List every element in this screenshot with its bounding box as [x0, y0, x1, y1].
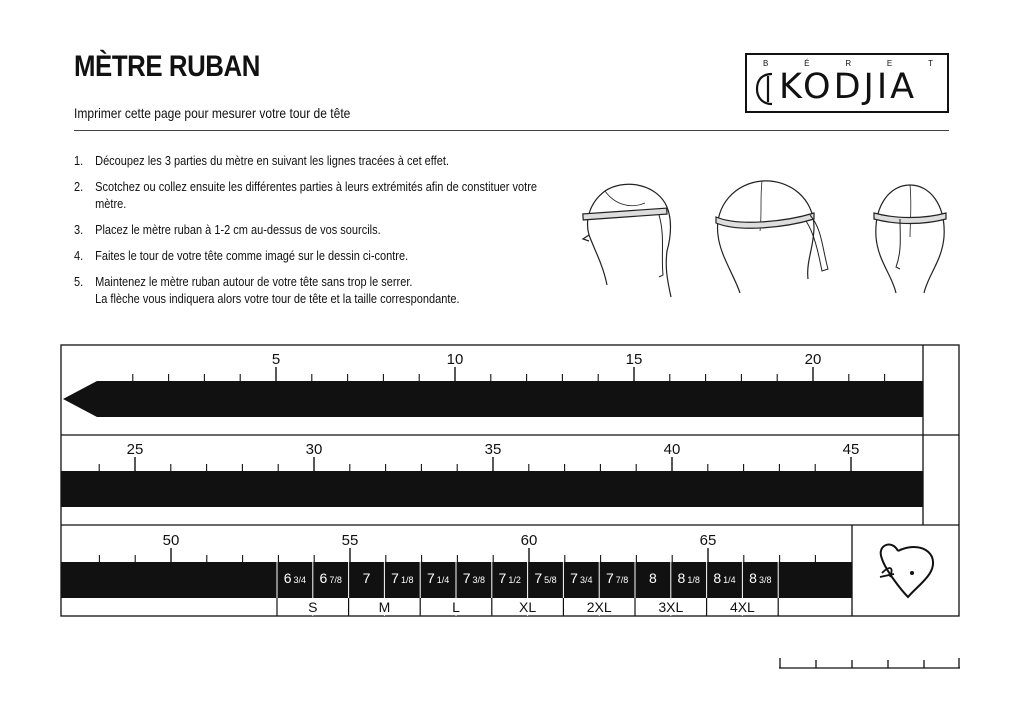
logo-letter: T — [928, 59, 933, 68]
logo-wordmark: KODJIA — [779, 67, 918, 107]
letter-size-label: 3XL — [658, 599, 684, 615]
hat-size-label: 7 — [362, 570, 371, 586]
instruction-item: La flèche vous indiquera alors votre tour de tête et la taille correspondante. — [95, 292, 460, 306]
hat-size-label: 6 7/8 — [319, 570, 342, 586]
cm-label: 40 — [663, 441, 681, 458]
logo-letter: E — [886, 59, 893, 68]
heart-signature-icon — [880, 545, 933, 597]
hat-size-label: 8 1/8 — [677, 570, 700, 586]
instruction-item: 4. Faites le tour de votre tête comme imagé sur le dessin ci-contre. — [74, 249, 409, 263]
tape-band — [63, 381, 923, 417]
hat-size-label: 7 3/4 — [570, 570, 593, 586]
letter-size-label: XL — [519, 599, 537, 615]
cm-label: 35 — [484, 441, 502, 458]
hat-size-label: 7 5/8 — [534, 570, 557, 586]
letter-size-label: M — [378, 599, 391, 615]
letter-size-label: 2XL — [586, 599, 612, 615]
hat-size-label: 8 3/8 — [749, 570, 772, 586]
logo-letter: É — [804, 59, 810, 68]
letter-size-label: L — [452, 599, 460, 615]
instruction-item: 5. Maintenez le mètre ruban autour de votre tête sans trop le serrer. — [74, 275, 413, 289]
hat-size-label: 7 1/4 — [426, 570, 450, 586]
hat-size-label: 7 7/8 — [605, 570, 629, 586]
hat-size-label: 8 — [649, 570, 657, 586]
cm-label: 25 — [126, 441, 144, 458]
heart-stroke — [881, 545, 933, 597]
hat-size-label: 7 1/8 — [391, 570, 414, 586]
cm-label: 20 — [804, 351, 822, 368]
cm-label: 60 — [520, 532, 538, 549]
page-title: MÈTRE RUBAN — [74, 50, 260, 83]
logo-letter: R — [845, 59, 852, 68]
logo-letter: B — [763, 59, 769, 68]
hat-size-label: 7 1/2 — [498, 570, 521, 586]
instruction-item: 3. Placez le mètre ruban à 1-2 cm au-dessus de vos sourcils. — [74, 223, 381, 237]
signature-dot — [910, 571, 914, 575]
cm-label: 5 — [271, 351, 281, 368]
instruction-item: 2. Scotchez ou collez ensuite les différentes parties à leurs extrémités afin de constituer votre mètre. — [74, 180, 537, 211]
letter-size-label: S — [308, 599, 318, 615]
cm-label: 65 — [699, 532, 717, 549]
page-subtitle: Imprimer cette page pour mesurer votre tour de tête — [74, 105, 351, 121]
cm-label: 50 — [162, 532, 180, 549]
tape-band — [61, 471, 923, 507]
cm-label: 55 — [341, 532, 359, 549]
hat-size-label: 8 1/4 — [713, 570, 736, 586]
instruction-item: 1. Découpez les 3 parties du mètre en suivant les lignes tracées à cet effet. — [74, 154, 449, 168]
cm-label: 15 — [625, 351, 643, 368]
cm-label: 10 — [446, 351, 464, 368]
hat-size-label: 7 3/8 — [462, 570, 486, 586]
cm-label: 45 — [842, 441, 860, 458]
scale-bar-icon — [779, 656, 961, 670]
cm-label: 30 — [305, 441, 323, 458]
letter-size-label: 4XL — [729, 599, 755, 615]
hat-size-label: 6 3/4 — [283, 570, 307, 586]
